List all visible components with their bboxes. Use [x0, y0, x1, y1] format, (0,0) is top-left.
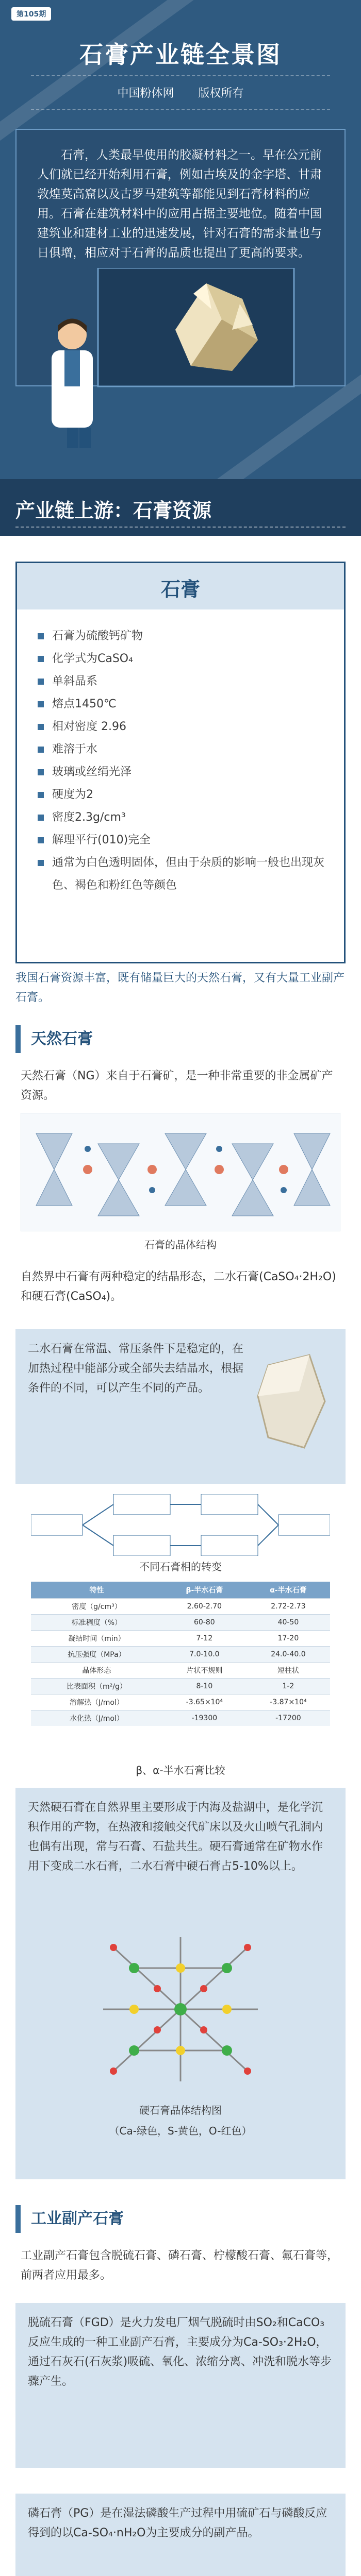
table-cell: 晶体形态	[31, 1663, 162, 1679]
table-header: α-半水石膏	[247, 1582, 330, 1599]
natural-intro-text: 天然石膏（NG）来自于石膏矿，是一种非常重要的非金属矿产资源。	[21, 1070, 333, 1102]
table-cell: 凝结时间（min）	[31, 1631, 162, 1647]
table-cell: -3.87×10⁴	[247, 1694, 330, 1710]
table-cell: 7-12	[162, 1631, 247, 1647]
gypsum-properties-card	[15, 562, 346, 963]
table-cell: 17-20	[247, 1631, 330, 1647]
page-title: 石膏产业链全景图	[79, 41, 282, 69]
divider	[31, 109, 330, 110]
table-header-row	[31, 1582, 330, 1599]
fgd-box	[15, 2303, 346, 2468]
table-row	[31, 1710, 330, 1726]
property-item: 解理平行(010)完全	[38, 829, 337, 852]
property-item: 石膏为硫酸钙矿物	[38, 625, 337, 648]
properties-list	[38, 625, 337, 897]
issue-badge: 第105期	[11, 7, 51, 21]
table-row	[31, 1631, 330, 1647]
card-header	[17, 563, 344, 609]
table-header: β-半水石膏	[162, 1582, 247, 1599]
table-cell: 60-80	[162, 1615, 247, 1631]
table-header: 特性	[31, 1582, 162, 1599]
table-cell: 片状不规则	[162, 1663, 247, 1679]
table-cell: 标准稠度（%）	[31, 1615, 162, 1631]
table-cell: 7.0-10.0	[162, 1647, 247, 1663]
figure-caption: β、α-半水石膏比较	[136, 1764, 225, 1776]
fgd-text: 脱硫石膏（FGD）是火力发电厂烟气脱硫时由SO₂和CaCO₃反应生成的一种工业副产石膏，主要成分为Ca-SO₃·2H₂O，通过石灰石(石灰浆)吸硫、氧化、浓缩分离、冲洗和脱水等步骤产生。	[28, 2316, 332, 2388]
anhydrite-box	[15, 1788, 346, 2179]
card-title: 石膏	[160, 578, 200, 601]
phase-transition-diagram	[31, 1494, 330, 1556]
source-label: 中国粉体网	[117, 87, 174, 100]
dihydrate-box	[15, 1329, 346, 1484]
table-row	[31, 1647, 330, 1663]
figure-caption: （Ca-绿色，S-黄色，O-红色）	[109, 2125, 252, 2137]
table-row	[31, 1679, 330, 1694]
table-cell: 40-50	[247, 1615, 330, 1631]
table-cell: 密度（g/cm³）	[31, 1599, 162, 1615]
crystal-structure-figure	[21, 1113, 340, 1231]
upstream-title: 产业链上游：石膏资源	[15, 499, 212, 522]
figure-caption: 石膏的晶体结构	[144, 1239, 217, 1251]
table-cell: 比表面积（m²/g）	[31, 1679, 162, 1694]
intro-text: 石膏，人类最早使用的胶凝材料之一。早在公元前人们就已经开始利用石膏，例如古埃及的金字塔、甘肃敦煌莫高窟以及古罗马建筑等都能见到石膏材料的应用。石膏在建筑材料中的应用占据主要地位。随着中国建筑业和建材工业的迅速发展，针对石膏的需求量也与日俱增，相应对于石膏的品质也提出了更高的要求。	[37, 148, 322, 260]
figure-caption: 硬石膏晶体结构图	[139, 2104, 222, 2116]
table-cell: -17200	[247, 1710, 330, 1726]
table-cell: 水化热（J/mol）	[31, 1710, 162, 1726]
industrial-intro-text: 工业副产石膏包含脱硫石膏、磷石膏、柠檬酸石膏、氟石膏等，前两者应用最多。	[21, 2249, 339, 2282]
crystal-illustration	[36, 268, 304, 453]
property-item: 化学式为CaSO₄	[38, 648, 337, 670]
property-item: 熔点1450℃	[38, 693, 337, 716]
rights-label: 版权所有	[198, 87, 244, 100]
subtitle	[0, 84, 361, 100]
table-cell: 抗压强度（MPa）	[31, 1647, 162, 1663]
dihydrate-text: 二水石膏在常温、常压条件下是稳定的，在加热过程中能部分或全部失去结晶水，根据条件的不同，可以产生不同的产品。	[28, 1343, 244, 1395]
table-cell: 2.72-2.73	[247, 1599, 330, 1615]
comparison-table	[31, 1582, 330, 1726]
table-cell: 短柱状	[247, 1663, 330, 1679]
table-cell: -19300	[162, 1710, 247, 1726]
industrial-gypsum-chip: 工业副产石膏	[15, 2205, 134, 2233]
table-cell: -3.65×10⁴	[162, 1694, 247, 1710]
pg-box	[15, 2494, 346, 2576]
table-row	[31, 1599, 330, 1615]
gypsum-sample-icon	[248, 1345, 335, 1468]
resource-note: 我国石膏资源丰富，既有储量巨大的天然石膏，又有大量工业副产石膏。	[15, 972, 345, 1004]
crystal-forms-text: 自然界中石膏有两种稳定的结晶形态，二水石膏(CaSO₄·2H₂O)和硬石膏(CaSO₄)。	[21, 1270, 336, 1303]
anhydrite-text: 天然硬石膏在自然界里主要形成于内海及盐湖中，是化学沉积作用的产物，在热液和接触交代矿床以及火山喷气孔洞内也偶有出现，常与石膏、石盐共生。硬石膏通常在矿物水作用下变成二水石膏，二水石膏中硬石膏占5-10%以上。	[28, 1801, 323, 1873]
upstream-section-header	[0, 479, 361, 536]
scientist-icon	[52, 319, 93, 449]
anhydrite-structure-figure	[93, 1927, 268, 2092]
property-item: 通常为白色透明固体，但由于杂质的影响一般也出现灰色、褐色和粉红色等颜色	[38, 852, 337, 897]
divider	[15, 527, 346, 528]
table-row	[31, 1615, 330, 1631]
table-cell: 8-10	[162, 1679, 247, 1694]
natural-gypsum-chip: 天然石膏	[15, 1025, 103, 1053]
table-row	[31, 1663, 330, 1679]
figure-caption: 不同石膏相的转变	[139, 1561, 222, 1573]
table-cell: 1-2	[247, 1679, 330, 1694]
divider	[31, 75, 330, 76]
table-cell: 溶解热（J/mol）	[31, 1694, 162, 1710]
table-cell: 2.60-2.70	[162, 1599, 247, 1615]
property-item: 相对密度 2.96	[38, 716, 337, 738]
property-item: 玻璃或丝绢光泽	[38, 761, 337, 784]
table-cell: 24.0-40.0	[247, 1647, 330, 1663]
table-row	[31, 1694, 330, 1710]
property-item: 难溶于水	[38, 738, 337, 761]
property-item: 单斜晶系	[38, 670, 337, 693]
property-item: 密度2.3g/cm³	[38, 806, 337, 829]
property-item: 硬度为2	[38, 784, 337, 806]
pg-text: 磷石膏（PG）是在湿法磷酸生产过程中用硫矿石与磷酸反应得到的以Ca-SO₄·nH₂O为主要成分的副产品。	[28, 2507, 327, 2539]
